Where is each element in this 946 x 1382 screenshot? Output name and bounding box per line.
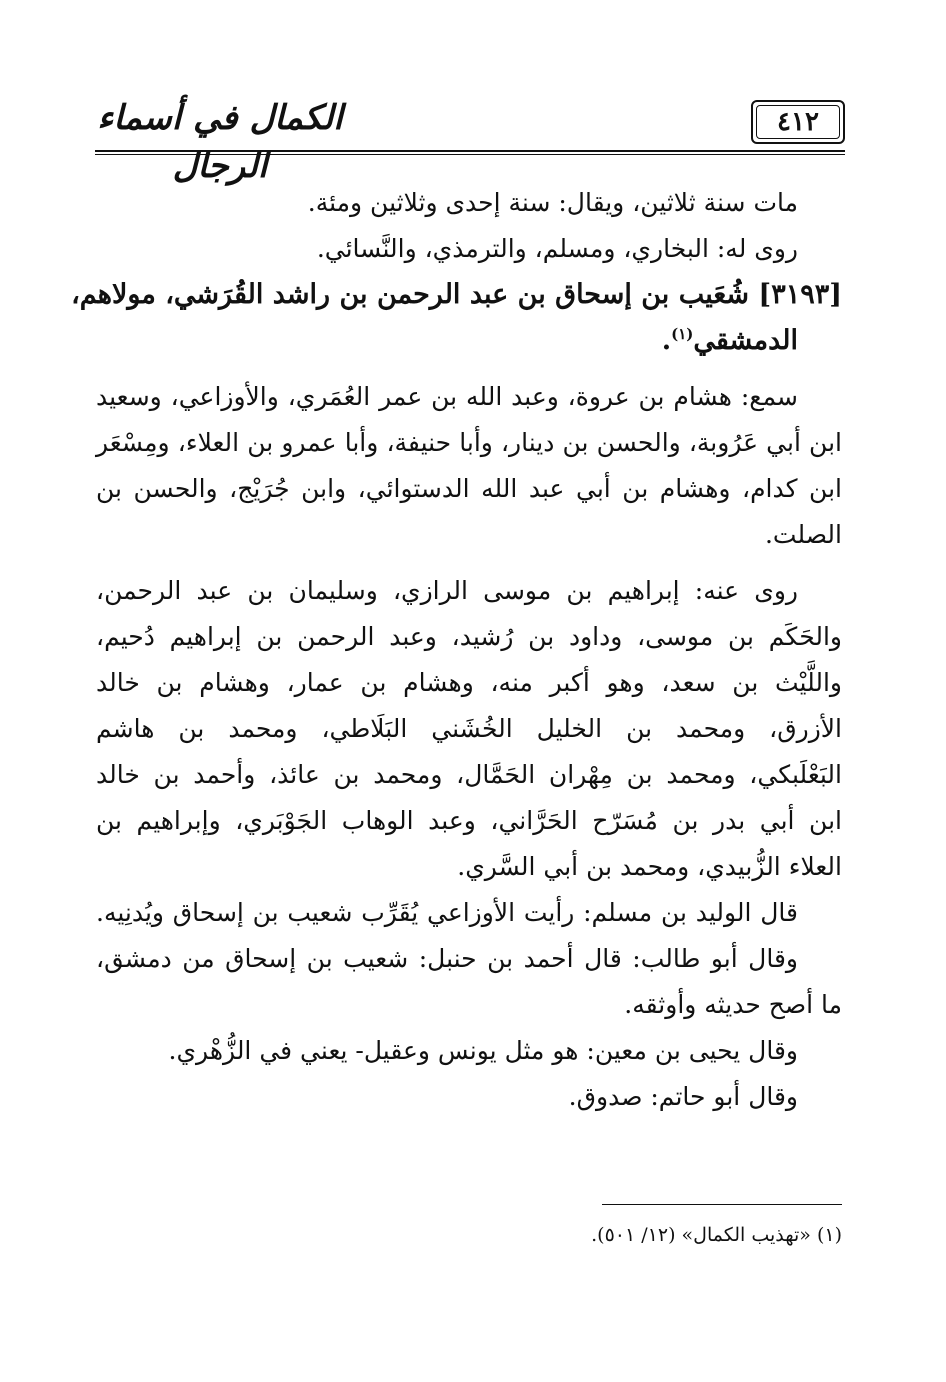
text-line: الأزرق، ومحمد بن الخليل الخُشَني البَلَاطي، ومحمد بن هاشم	[96, 714, 842, 743]
heading-nisba: الدمشقي	[693, 325, 798, 356]
text-line: وقال أبو حاتم: صدوق.	[568, 1082, 798, 1111]
text-line: العلاء الزُّبيدي، ومحمد بن أبي السَّري.	[457, 852, 842, 881]
text-line: مات سنة ثلاثين، ويقال: سنة إحدى وثلاثين ومئة.	[307, 188, 798, 217]
text-line: الصلت.	[764, 520, 842, 549]
text-line: روى له: البخاري، ومسلم، والترمذي، والنَّسائي.	[316, 234, 798, 263]
footnote-separator	[602, 1204, 842, 1205]
text-line: ابن أبي بدر بن مُسَرّح الحَرَّاني، وعبد الوهاب الجَوْبَري، وإبراهيم بن	[96, 806, 842, 835]
text-line: وقال أبو طالب: قال أحمد بن حنبل: شعيب بن إسحاق من دمشق،	[96, 944, 798, 973]
text-line: روى عنه: إبراهيم بن موسى الرازي، وسليمان بن عبد الرحمن،	[96, 576, 798, 605]
text-line: قال الوليد بن مسلم: رأيت الأوزاعي يُقَرِّب شعيب بن إسحاق ويُدنِيه.	[96, 898, 798, 927]
page-header	[95, 92, 845, 186]
text-line: ابن كدام، وهشام بن أبي عبد الله الدستوائي، وابن جُرَيْج، والحسن بن	[96, 474, 842, 503]
main-text	[71, 180, 842, 1120]
text-line: واللَّيْث بن سعد، وهو أكبر منه، وهشام بن عمار، وهشام بن خالد	[96, 668, 842, 697]
entry-heading-line	[96, 318, 842, 364]
page-number: ٤١٢	[751, 100, 845, 144]
text-line: البَعْلَبكي، ومحمد بن مِهْران الحَمَّال، ومحمد بن عائذ، وأحمد بن خالد	[96, 760, 842, 789]
footnote-ref: (١)	[671, 325, 694, 343]
heading-end: .	[661, 325, 672, 356]
text-line: وقال يحيى بن معين: هو مثل يونس وعقيل- يعني في الزُّهْري.	[168, 1036, 798, 1065]
entry-heading-line: [٣١٩٣] شُعَيب بن إسحاق بن عبد الرحمن بن راشد القُرَشي، مولاهم،	[71, 279, 842, 310]
header-rule-thin	[95, 154, 845, 155]
text-line: ما أصح حديثه وأوثقه.	[624, 990, 842, 1019]
text-line: سمع: هشام بن عروة، وعبد الله بن عمر العُمَري، والأوزاعي، وسعيد	[96, 382, 798, 411]
header-rule	[95, 150, 845, 152]
text-line: ابن أبي عَرُوبة، والحسن بن دينار، وأبا حنيفة، وأبا عمرو بن العلاء، ومِسْعَر	[96, 428, 842, 457]
running-title: الكمال في أسماء الرجال	[97, 98, 343, 186]
footnote-1: (١) «تهذيب الكمال» (١٢/ ٥٠١).	[591, 1224, 842, 1246]
text-line: والحَكَم بن موسى، وداود بن رُشيد، وعبد الرحمن بن إبراهيم دُحيم،	[96, 622, 842, 651]
